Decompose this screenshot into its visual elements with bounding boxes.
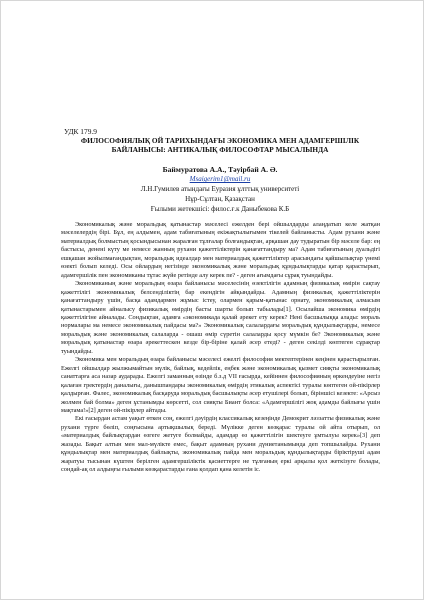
scientific-supervisor: Ғылыми жетекшісі: филос.ғ.к Даныбекова К.Б [150,205,290,213]
affiliation-city: Нұр-Сұлтан, Қазақстан [185,195,255,203]
body-paragraph-4: Екі ғасырдан астам уақыт өткен соң, ежелгі дәуірдің классикалық кезеңінде Демокрит ләззатты физикалық және рухани түрге бөліп, соңғысына артықшылық береді. Мүлікке деген көзқарас туралы ой айта отырып, ол «материалдық байлықтардан өзгеге жетуге болмайды, адамдар өз қажеттілігін шектеуге ұмтылуы керек»[3] деп жазады. Бақыт алтын мен мал-мүлікте емес, бақыт адамның рухани дүниетанымында деп топшылайды. Рухани құндылықтар мен материалдық байлықты, экономикалық пайда мен моральдық құндылықтарды біріктіруші адам жаратуы тысынан күштен берілген адамгершіліктік қасиеттерге не тұлғаның еркі арқылы қол жеткізуге болады, сондай-ақ ол алдыңғы ғылыми көзқарастарды ғана қолдап қана келетін іс. [61,415,380,474]
body-paragraph-2: Экономиканың және моральдың өзара байланысы мәселесінің өзектілігін адамның физикалық өмірін сақтау қажеттілігі экономикалық белсенділіктің бар екендігін айқындайды. Адамның физикалық қажеттіліктерін қанағаттандыру үшін, басқа адамдармен жұмыс істеу, олармен қарым-қатынас орнату, экономикалық алмасым қатынастарымен айналысу физикалық өмірдің басты шарты болып табылады[1]. Осылайша экономика өмірдің қажеттілігіне айналады. Сондықтан, адамға «экономикада қалай әрекет ету керек? Нені басшылыққа алады: мораль нормалары ма немесе экономикалық пайдасы ма?» Экономикалық салалардағы моральдық құндылықтарды, немесе моральдық және экономикалық салаларда - ошаш өмір сүретін салаларды қосу мүмкін бе? Экономикалық және моральдық қатынастар өзара әрекеттескен кезде бір-біріне қалай әсер етеді? - деген секілді көптеген сұрақтар туындайды. [61,280,380,355]
udc-code: УДК 179.9 [64,127,97,136]
body-paragraph-3: Экономика мен моральдың өзара байланысы мәселесі ежелгі философия мектептерінен кеңінен қарастырылған. Ежелгі ойшылдар жылжымайтын мүлік, байлық, кедейлік, еңбек және экономикалық қызмет сияқты экономикалық санаттарға аса назар аударады. Ежелгі заманның өзінде б.з.д VII ғасырда, кейіннен философияның өркендеуіне негіз қалаған гректердің даналығы, данышпандары экономикалық өмірдің этикалық аспектісі туралы көптеген ой-пікірлер қалдырған. Фалес, экономикалық басқаруда моральдық басшылықты әсер етушілері болып, біріншісі кезекте: «Арсыз жолмен бай болма» деген ұстанымды көрсетті, сол сияқты Биант болса: «Адамгершілігі жоқ адамды байлығы үшін мақтама!»[2] деген ой-пікірлер айтады. [61,356,380,414]
article-title: ФИЛОСОФИЯЛЫҚ ОЙ ТАРИХЫНДАҒЫ ЭКОНОМИКА МЕН АДАМГЕРШІЛІК БАЙЛАНЫСЫ: АНТИКАЛЫҚ ФИЛОСОФТАР МЫСАЛЫНДА [80,136,360,154]
university-affiliation: Л.Н.Гумилев атындағы Еуразия ұлттық университеті [140,185,300,193]
article-authors: Баймуратова А.А., Тәуірбай А. Ә. [162,165,278,174]
article-body [61,221,380,475]
body-paragraph-1: Экономикалық және моральдық қатынастар мәселесі ежелден бері ойшылдарды алаңдатып келе жатқан мәселелердің бірі. Бұл, ең алдымен, адам табиғатының екіжақтылығымен тікелей байланысты. Адам рухани және материалдық болмыстың қосындысынан жаралған тұлғалар болғандықтан, арқашан дау тудыратын бір мәселе бар: ең бастысы, денені күту ме немесе жанның рухани қажеттіліктерін қанағаттандыру ма? Адам табиғатының дуальдігі ешқашан жойылмағандықтан, моральдық идеалдар мен материалдық қажеттіліктер арасындағы қайшылықтар үнемі өзекті болып келеді. Осы ойлардың негізінде экономикалық және моральдық құндылықтарды қатар қарастырып, адамгершілік пен экономиканы тұтас жүйе ретінде алу керек пе? - деген ағымдағы сұрақ туындайды. [61,221,380,279]
author-email-link[interactable]: Msaigerim1@mail.ru [189,175,251,183]
